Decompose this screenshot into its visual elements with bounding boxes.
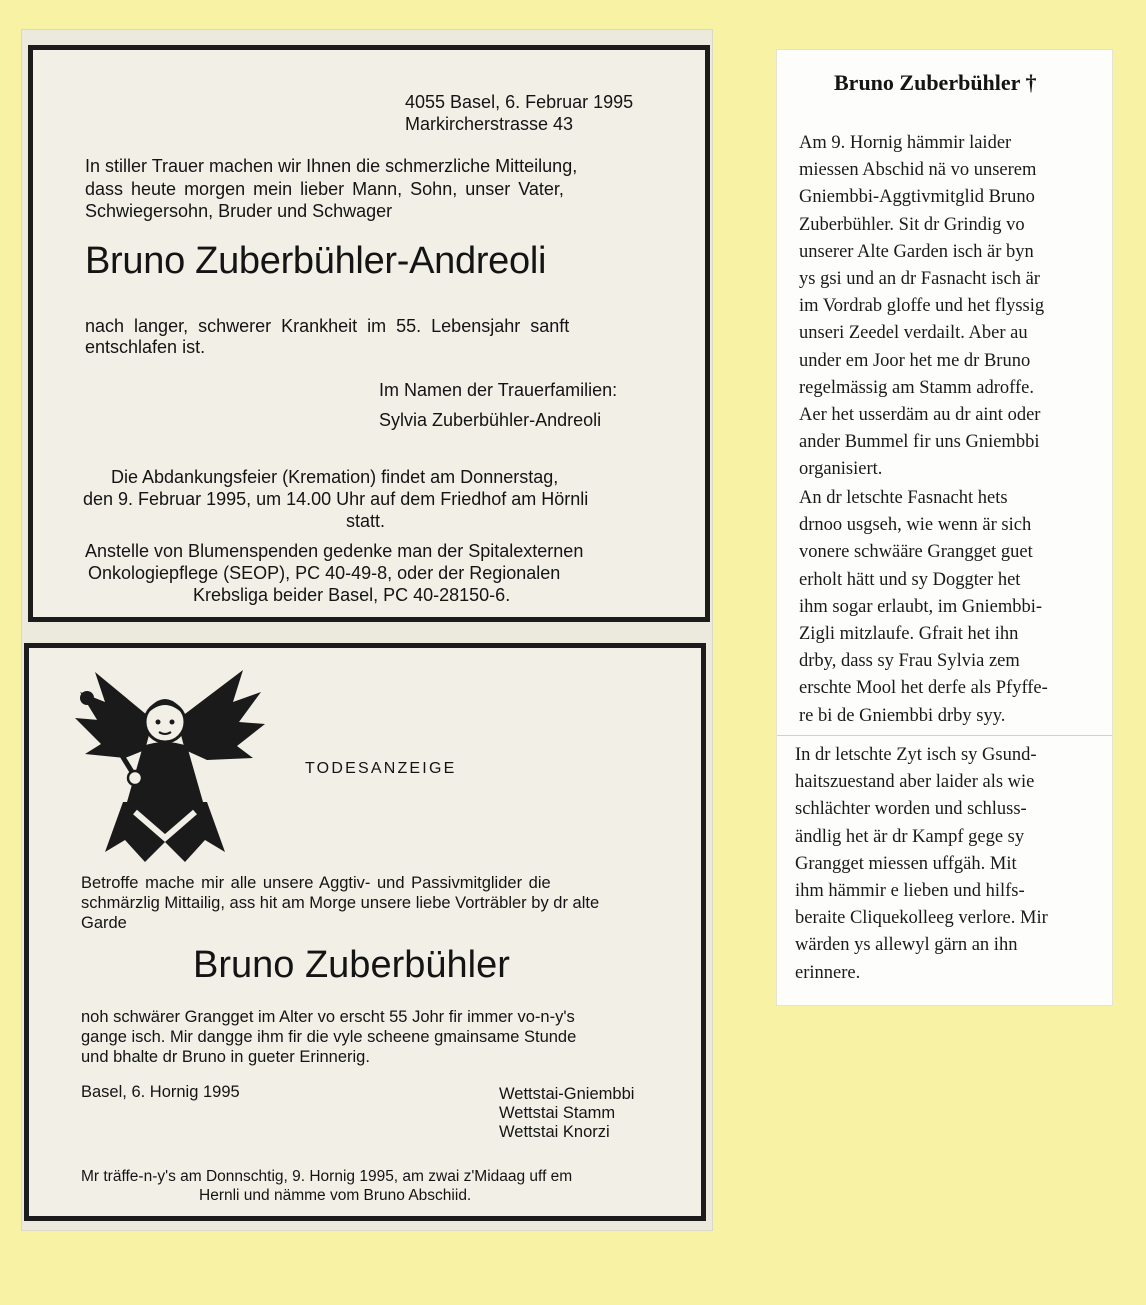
card-p2-line: Zigli mitzlaufe. Gfrait het ihn [799,624,1019,645]
card-p1-line: Gniembbi-Aggtivmitglid Bruno [799,187,1035,208]
after-line-2: entschlafen ist. [85,337,206,357]
card-p3-line: schlächter worden und schluss- [795,799,1027,820]
obituary-notice-family [28,45,710,622]
card-p3-line: In dr letschte Zyt isch sy Gsund- [795,745,1037,765]
place-date: Basel, 6. Hornig 1995 [81,1083,240,1101]
card-p3-line: erinnere. [795,962,861,983]
card-title: Bruno Zuberbühler † [834,70,1037,95]
ceremony-line-3: statt. [346,511,386,531]
card-p1-line: organisiert. [799,459,883,480]
card-p2-line: drnoo usgseh, wie wenn är sich [799,515,1032,536]
clique-deceased-name: Bruno Zuberbühler [193,944,510,986]
jester-mascot-icon [65,662,275,872]
closing-line-1: Mr träffe-n-y's am Donnschtig, 9. Hornig 1995, am zwai z'Midaag uff em [81,1168,573,1185]
card-p1-line: ys gsi und an dr Fasnacht isch är [799,269,1040,290]
after-line-1: nach langer, schwerer Krankheit im 55. Lebensjahr sanft [85,316,570,336]
card-p2-line: drby, dass sy Frau Sylvia zem [799,651,1020,672]
card-p1-line: Am 9. Hornig hämmir laider [799,133,1012,153]
signature-line-1: Im Namen der Trauerfamilien: [379,380,618,400]
ceremony-line-1: Die Abdankungsfeier (Kremation) findet am Donnerstag, [111,467,559,487]
donation-line-3: Krebsliga beider Basel, PC 40-28150-6. [193,585,511,605]
card-p3-line: haitszuestand aber laider als wie [795,772,1035,793]
card-p2-line: erholt hätt und sy Doggter het [799,569,1021,590]
intro-line-3: Schwiegersohn, Bruder und Schwager [85,201,393,221]
memorial-card [777,50,1112,1005]
card-p2-line: ihm sogar erlaubt, im Gniembbi- [799,596,1043,617]
intro-line-1: In stiller Trauer machen wir Ihnen die schmerzliche Mitteilung, [85,156,578,176]
card-p1-line: Zuberbühler. Sit dr Grindig vo [799,214,1025,235]
donation-line-2: Onkologiepflege (SEOP), PC 40-49-8, oder der Regionalen [88,563,561,583]
obituary-notice-clique [24,643,706,1221]
signature-knorzi: Wettstai Knorzi [499,1123,610,1141]
card-paragraph-1 [799,130,1099,484]
card-p2-line: An dr letschte Fasnacht hets [799,488,1008,508]
card-p3-line: Grangget miessen uffgäh. Mit [795,853,1017,874]
address-line-1: 4055 Basel, 6. Februar 1995 [405,92,634,112]
deceased-name: Bruno Zuberbühler-Andreoli [85,240,547,282]
card-p1-line: ander Bummel fir uns Gniembbi [799,432,1040,453]
card-p1-line: regelmässig am Stamm adroffe. [799,377,1034,398]
card-p3-line: wärden ys allewyl gärn an ihn [795,935,1018,956]
clique-intro-line-3: Garde [81,914,127,932]
card-paragraph-2 [799,485,1099,730]
card-p1-line: Aer het usserdäm au dr aint oder [799,405,1041,426]
card-divider [777,735,1112,736]
card-p1-line: unserer Alte Garden isch är byn [799,241,1034,262]
card-p1-line: unseri Zeedel verdailt. Aber au [799,323,1028,344]
clique-body-line-1: noh schwärer Grangget im Alter vo erscht 55 Johr fir immer vo-n-y's [81,1008,575,1026]
signature-line-2: Sylvia Zuberbühler-Andreoli [379,410,602,430]
card-p1-line: miessen Abschid nä vo unserem [799,160,1037,181]
donation-line-1: Anstelle von Blumenspenden gedenke man der Spitalexternen [85,541,584,561]
card-p3-line: ihm hämmir e lieben und hilfs- [795,881,1025,902]
card-p3-line: beraite Cliquekolleeg verlore. Mir [795,908,1048,929]
notice-heading: TODESANZEIGE [305,760,457,777]
signature-stamm: Wettstai Stamm [499,1104,616,1122]
clique-body-line-3: und bhalte dr Bruno in gueter Erinnerig. [81,1048,370,1066]
clique-body-line-2: gange isch. Mir dangge ihm fir die vyle scheene gmainsame Stunde [81,1028,577,1046]
signature-gniembbi: Wettstai-Gniembbi [499,1085,635,1103]
card-p2-line: erschte Mool het derfe als Pfyffe- [799,678,1048,699]
card-paragraph-3 [795,742,1095,987]
clique-intro-line-1: Betroffe mache mir alle unsere Aggtiv- und Passivmitglider die [81,874,551,892]
card-p2-line: re bi de Gniembbi drby syy. [799,705,1006,726]
clique-intro-line-2: schmärzlig Mittailig, ass hit am Morge unsere liebe Vorträbler by dr alte [81,894,600,912]
closing-line-2: Hernli und nämme vom Bruno Abschiid. [199,1187,472,1204]
card-p1-line: im Vordrab gloffe und het flyssig [799,296,1045,317]
intro-line-2: dass heute morgen mein lieber Mann, Sohn, unser Vater, [85,179,564,199]
card-p2-line: vonere schwääre Grangget guet [799,542,1033,563]
card-p1-line: under em Joor het me dr Bruno [799,350,1031,371]
ceremony-line-2: den 9. Februar 1995, um 14.00 Uhr auf dem Friedhof am Hörnli [83,489,589,509]
card-p3-line: ändlig het är dr Kampf gege sy [795,826,1025,847]
address-line-2: Markircherstrasse 43 [405,114,574,134]
